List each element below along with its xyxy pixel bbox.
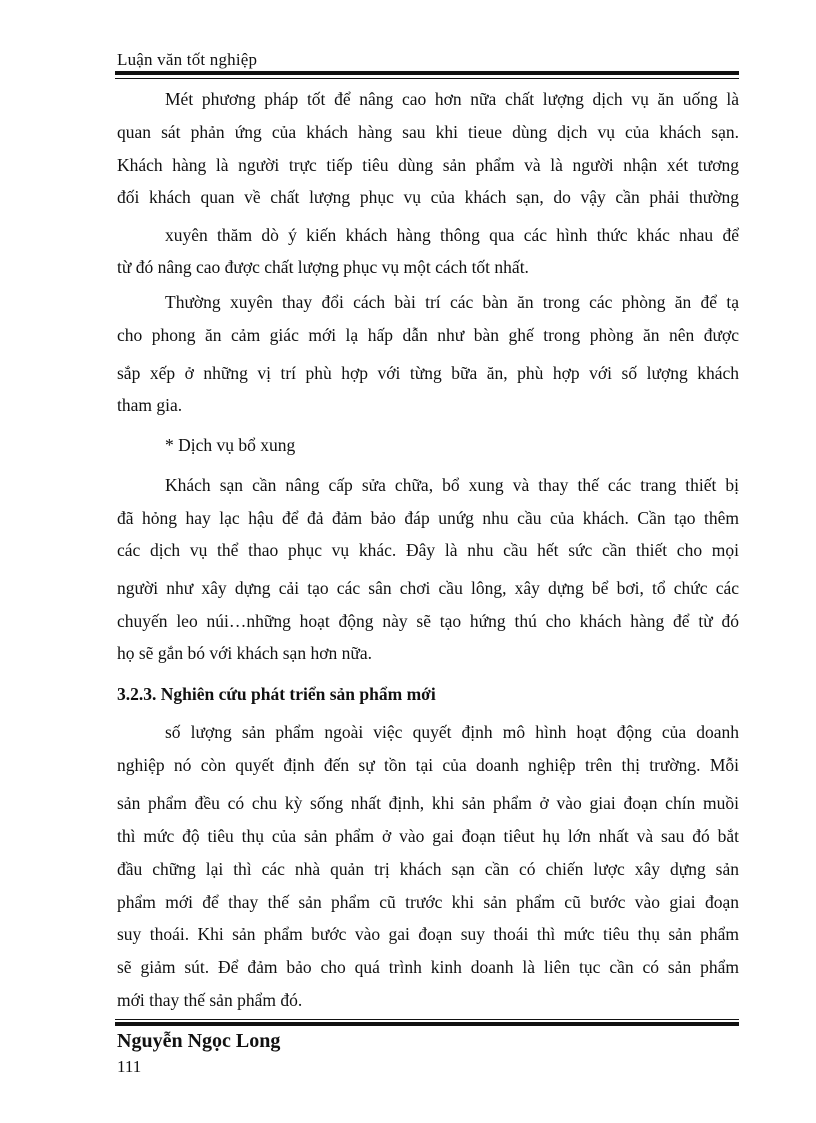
body-line: sắp xếp ở những vị trí phù hợp với từng bữa ăn, phù hợp với số lượng khách <box>117 363 739 383</box>
body-line: thì mức độ tiêu thụ của sản phẩm ở vào gai đoạn tiêut hụ lớn nhất và sau đó bắt <box>117 826 739 846</box>
body-line: suy thoái. Khi sản phẩm bước vào gai đoạn suy thoái thì mức tiêu thụ sản phẩm <box>117 924 739 944</box>
body-line: sẽ giảm sút. Để đảm bảo cho quá trình kinh doanh là liên tục cần có sản phẩm <box>117 957 739 977</box>
body-line: số lượng sản phẩm ngoài việc quyết định mô hình hoạt động của doanh <box>165 722 739 742</box>
footer-rule-thin <box>115 1019 739 1020</box>
body-line: xuyên thăm dò ý kiến khách hàng thông qua các hình thức khác nhau để <box>165 225 739 245</box>
body-line: * Dịch vụ bổ xung <box>165 435 296 455</box>
body-line: các dịch vụ thể thao phục vụ khác. Đây là nhu cầu hết sức cần thiết cho mọi <box>117 540 739 560</box>
section-heading: 3.2.3. Nghiên cứu phát triển sản phẩm mới <box>117 684 436 704</box>
body-line: mới thay thế sản phẩm đó. <box>117 990 303 1010</box>
page-number: 111 <box>117 1057 142 1076</box>
body-line: Khách hàng là người trực tiếp tiêu dùng sản phẩm và là người nhận xét tương <box>117 155 739 175</box>
footer-rule-thick <box>115 1022 739 1026</box>
body-line: Khách sạn cần nâng cấp sửa chữa, bổ xung và thay thế các trang thiết bị <box>165 475 739 495</box>
footer-author: Nguyễn Ngọc Long <box>117 1030 281 1052</box>
body-line: tham gia. <box>117 395 183 415</box>
body-line: từ đó nâng cao được chất lượng phục vụ một cách tốt nhất. <box>117 257 529 277</box>
body-line: Mét phương pháp tốt để nâng cao hơn nữa chất lượng dịch vụ ăn uống là <box>165 89 739 109</box>
body-line: phẩm mới để thay thế sản phẩm cũ trước khi sản phẩm cũ bước vào giai đoạn <box>117 892 739 912</box>
body-line: cho phong ăn cảm giác mới lạ hấp dẫn như bàn ghế trong phòng ăn nên được <box>117 325 739 345</box>
body-line: Thường xuyên thay đổi cách bài trí các bàn ăn trong các phòng ăn để tạ <box>165 292 739 312</box>
body-line: đối khách quan về chất lượng phục vụ của khách sạn, do vậy cần phải thường <box>117 187 739 207</box>
body-line: chuyến leo núi…những hoạt động này sẽ tạo hứng thú cho khách hàng để từ đó <box>117 611 739 631</box>
body-line: người như xây dựng cải tạo các sân chơi cầu lông, xây dựng bể bơi, tổ chức các <box>117 578 739 598</box>
body-line: đầu chững lại thì các nhà quản trị khách sạn cần có chiến lược xây dựng sản <box>117 859 739 879</box>
header-rule-thin <box>115 78 739 79</box>
header-rule-thick <box>115 71 739 75</box>
body-line: họ sẽ gắn bó với khách sạn hơn nữa. <box>117 643 372 663</box>
body-line: quan sát phản ứng của khách hàng sau khi tieue dùng dịch vụ của khách sạn. <box>117 122 739 142</box>
header-title: Luận văn tốt nghiệp <box>117 50 258 69</box>
body-line: sản phẩm đều có chu kỳ sống nhất định, khi sản phẩm ở vào giai đoạn chín muồi <box>117 793 739 813</box>
body-line: đã hỏng hay lạc hậu để đả đảm bảo đáp unứg nhu cầu của khách. Cần tạo thêm <box>117 508 739 528</box>
body-line: nghiệp nó còn quyết định đến sự tồn tại của doanh nghiệp trên thị trường. Mỗi <box>117 755 739 775</box>
